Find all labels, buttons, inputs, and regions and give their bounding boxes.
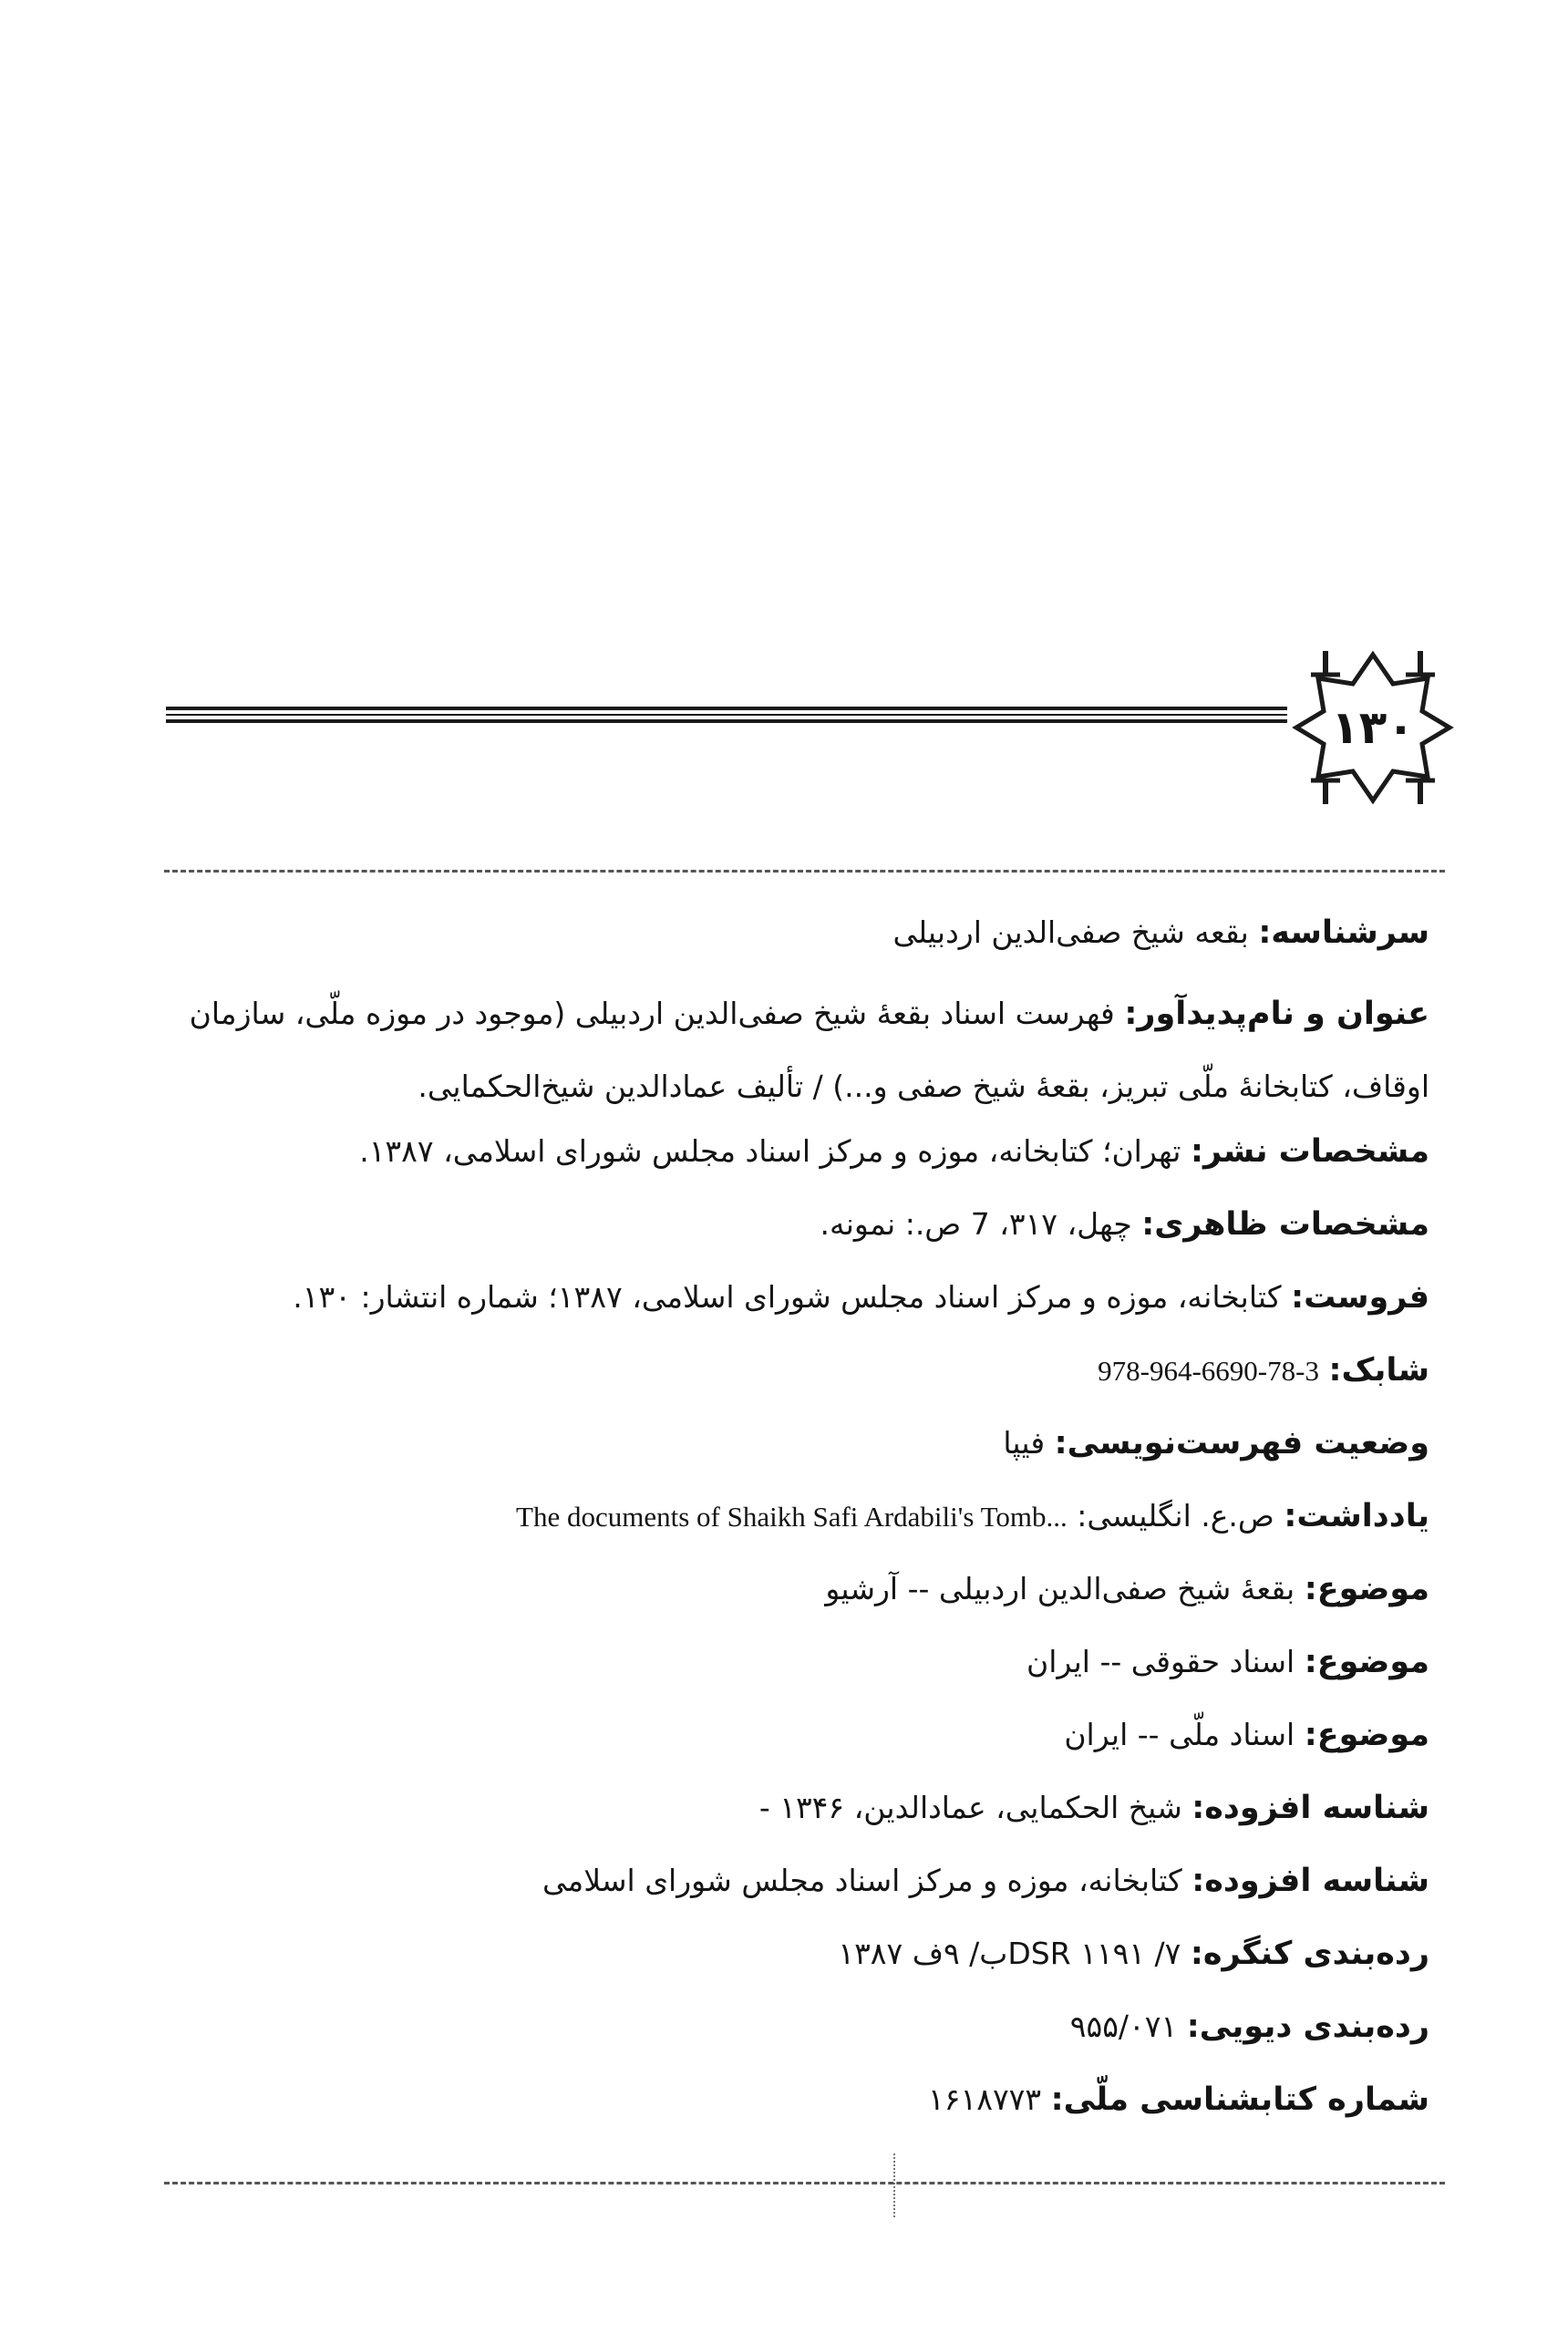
page-number-emblem	[1284, 638, 1462, 817]
note-english-title: The documents of Shaikh Safi Ardabili's Tomb...	[516, 1501, 1068, 1533]
publication-entry	[153, 1123, 1429, 1196]
subject-value-2: اسناد حقوقی -- ایران	[1026, 1644, 1295, 1679]
subject-label: موضوع:	[1304, 1717, 1429, 1753]
subject-entry	[153, 1707, 1429, 1780]
cataloging-value: فیپا	[1003, 1425, 1046, 1461]
physical-label: مشخصات ظاهری:	[1141, 1206, 1429, 1243]
series-label: فروست:	[1291, 1279, 1429, 1316]
added-entry-label: شناسه افزوده:	[1191, 1790, 1429, 1826]
added-entry	[153, 1853, 1429, 1926]
physical-value: چهل، ۳۱۷، 7 ص.: نمونه.	[820, 1206, 1132, 1242]
series-value: کتابخانه، موزه و مرکز اسناد مجلس شورای اسلامی، ۱۳۸۷؛ شماره انتشار: ۱۳۰.	[293, 1279, 1282, 1315]
title-value: فهرست اسناد بقعهٔ شیخ صفی‌الدین اردبیلی (موجود در موزه ملّی، سازمان اوقاف، کتابخانهٔ ملّی تبریز، بقعهٔ شیخ صفی و...) / تألیف عمادالدین شیخ‌الحکمایی.	[189, 996, 1429, 1104]
title-entry	[153, 977, 1429, 1123]
national-value: ۱۶۱۸۷۷۳	[928, 2081, 1042, 2117]
heading-value: بقعه شیخ صفی‌الدین اردبیلی	[892, 914, 1249, 950]
scan-mark	[893, 2153, 897, 2217]
dewey-value: ۹۵۵/۰۷۱	[1069, 2009, 1178, 2044]
page-number: ۱۳۰	[1331, 701, 1415, 754]
subject-entry	[153, 1561, 1429, 1634]
header-rule	[166, 707, 1287, 727]
title-label: عنوان و نام‌پدیدآور:	[1124, 996, 1429, 1032]
added-entry-value-2: کتابخانه، موزه و مرکز اسناد مجلس شورای اسلامی	[542, 1863, 1182, 1898]
series-entry	[153, 1269, 1429, 1342]
lc-label: رده‌بندی کنگره:	[1190, 1936, 1429, 1972]
subject-label: موضوع:	[1304, 1644, 1429, 1680]
subject-label: موضوع:	[1304, 1571, 1429, 1607]
isbn-label: شابک:	[1328, 1352, 1429, 1389]
isbn-value: 978-964-6690-78-3	[1098, 1355, 1319, 1387]
subject-value-1: بقعهٔ شیخ صفی‌الدین اردبیلی -- آرشیو	[825, 1571, 1295, 1606]
lc-value: DSR ۱۱۹۱ /۷ب/ ۹ف ۱۳۸۷	[838, 1936, 1181, 1971]
bottom-dashed-divider	[164, 2182, 1445, 2184]
dewey-classification-entry	[153, 1998, 1429, 2071]
added-entry-label: شناسه افزوده:	[1191, 1863, 1429, 1899]
note-label: یادداشت:	[1284, 1498, 1429, 1534]
added-entry-value-1: شیخ الحکمایی، عمادالدین، ۱۳۴۶ -	[758, 1790, 1182, 1825]
national-bibliography-entry	[153, 2071, 1429, 2144]
top-dashed-divider	[164, 870, 1445, 873]
note-prefix: ص.ع. انگلیسی:	[1077, 1498, 1274, 1534]
heading-label: سرشناسه:	[1258, 914, 1429, 951]
publication-value: تهران؛ کتابخانه، موزه و مرکز اسناد مجلس شورای اسلامی، ۱۳۸۷.	[359, 1133, 1181, 1169]
subject-entry	[153, 1634, 1429, 1707]
publication-label: مشخصات نشر:	[1190, 1133, 1429, 1170]
note-entry	[153, 1488, 1429, 1561]
added-entry	[153, 1780, 1429, 1853]
physical-description-entry	[153, 1196, 1429, 1269]
cataloging-status-entry	[153, 1415, 1429, 1488]
dewey-label: رده‌بندی دیویی:	[1186, 2009, 1429, 2045]
cataloging-label: وضعیت فهرست‌نویسی:	[1054, 1425, 1429, 1461]
lc-classification-entry	[153, 1926, 1429, 1998]
cataloging-in-publication-block	[153, 904, 1429, 2144]
heading-entry	[153, 904, 1429, 977]
subject-value-3: اسناد ملّی -- ایران	[1064, 1717, 1295, 1752]
national-label: شماره کتابشناسی ملّی:	[1050, 2081, 1429, 2118]
isbn-entry	[153, 1342, 1429, 1415]
